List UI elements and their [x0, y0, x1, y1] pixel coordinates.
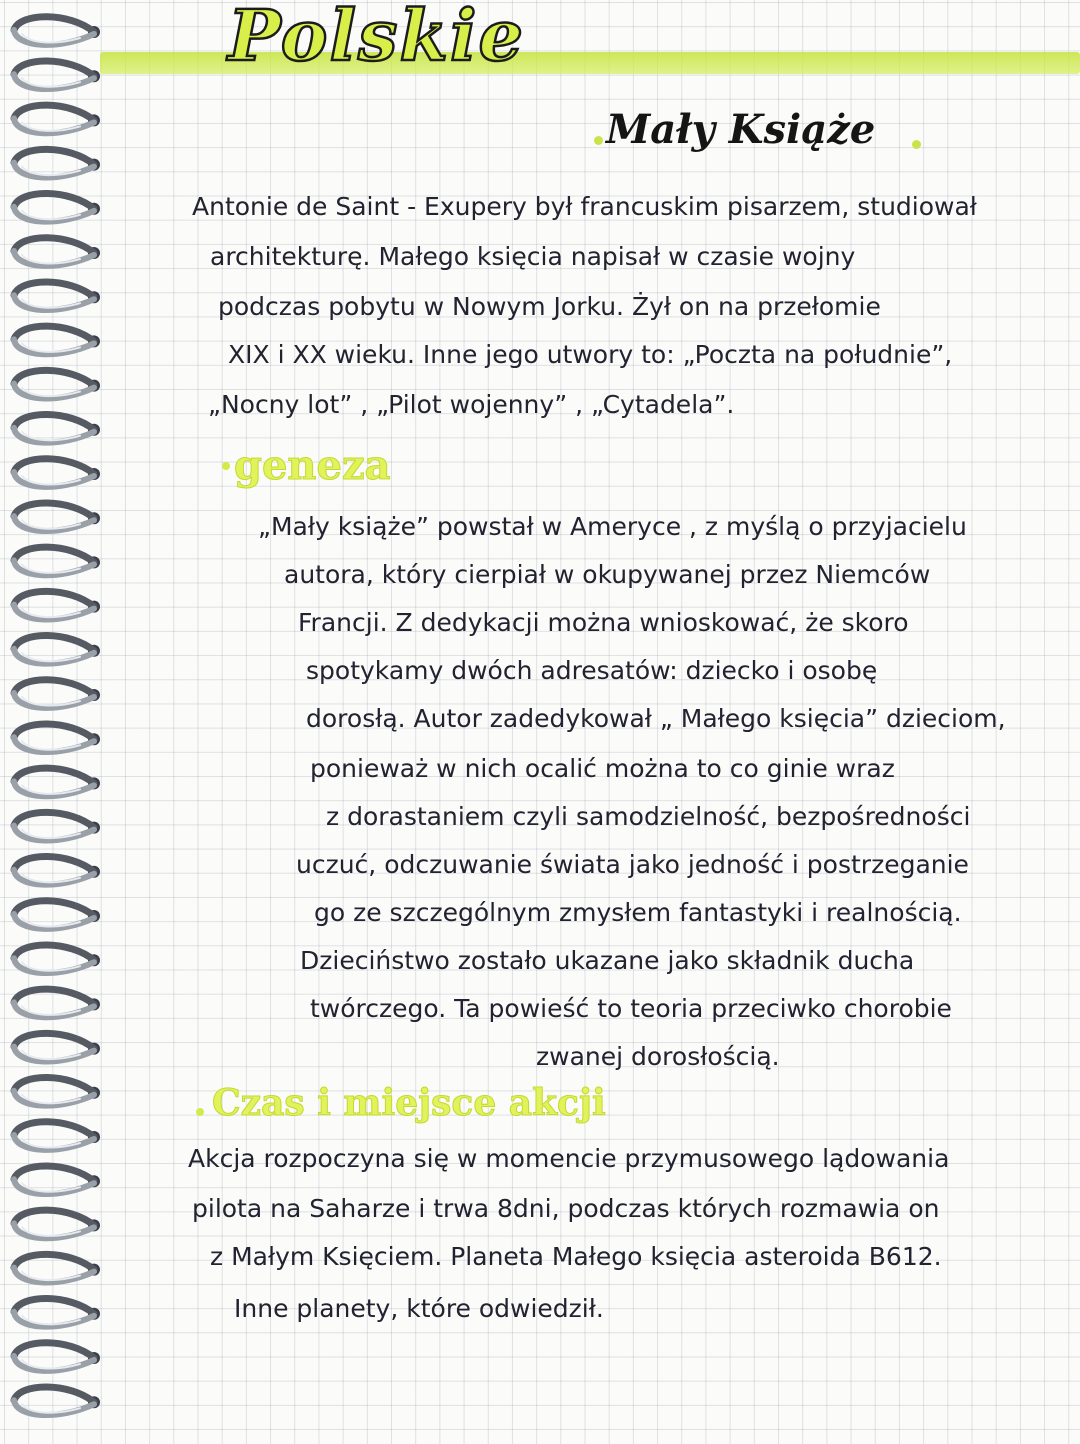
spiral-coil — [14, 636, 100, 664]
spiral-coil — [14, 415, 100, 443]
spiral-binding — [0, 0, 110, 1444]
spiral-coil — [14, 591, 100, 619]
section-bullet — [196, 1108, 204, 1116]
geneza-line: dorosłą. Autor zadedykował „ Małego księcia” dzieciom, — [306, 704, 1006, 733]
czas-line: Inne planety, które odwiedził. — [234, 1294, 604, 1323]
spiral-coil — [14, 238, 100, 266]
geneza-line: z dorastaniem czyli samodzielność, bezpośredności — [326, 802, 971, 831]
page-subtitle: Mały Książe — [606, 106, 876, 153]
spiral-coil — [14, 812, 100, 840]
spiral-coil — [14, 194, 100, 222]
geneza-line: zwanej dorosłością. — [536, 1042, 780, 1071]
spiral-coil — [14, 17, 100, 45]
spiral-coil — [14, 724, 100, 752]
spiral-coil — [14, 857, 100, 885]
spiral-coil — [14, 326, 100, 354]
page-title: Polskie — [228, 0, 526, 77]
spiral-coil — [14, 989, 100, 1017]
spiral-coil — [14, 149, 100, 177]
czas-line: pilota na Saharze i trwa 8dni, podczas których rozmawia on — [192, 1194, 940, 1223]
geneza-line: ponieważ w nich ocalić można to co ginie wraz — [310, 754, 895, 783]
geneza-line: twórczego. Ta powieść to teoria przeciwko chorobie — [310, 994, 952, 1023]
subtitle-dot-right — [912, 140, 921, 149]
spiral-coil — [14, 503, 100, 531]
intro-line: „Nocny lot” , „Pilot wojenny” , „Cytadela”. — [208, 390, 735, 419]
spiral-coil — [14, 1210, 100, 1238]
geneza-line: spotykamy dwóch adresatów: dziecko i osobę — [306, 656, 878, 685]
spiral-coil — [14, 1299, 100, 1327]
geneza-line: uczuć, odczuwanie świata jako jedność i postrzeganie — [296, 850, 969, 879]
czas-line: z Małym Księciem. Planeta Małego księcia asteroida B612. — [210, 1242, 942, 1271]
intro-line: XIX i XX wieku. Inne jego utwory to: „Poczta na południe”, — [228, 340, 953, 369]
intro-line: podczas pobytu w Nowym Jorku. Żył on na przełomie — [218, 292, 881, 321]
spiral-coil — [14, 105, 100, 133]
section-heading-geneza: geneza — [234, 442, 391, 489]
spiral-coil — [14, 768, 100, 796]
spiral-coil — [14, 61, 100, 89]
geneza-line: Francji. Z dedykacji można wnioskować, że skoro — [298, 608, 909, 637]
geneza-line: „Mały książe” powstał w Ameryce , z myślą o przyjacielu — [258, 512, 967, 541]
spiral-coil — [14, 282, 100, 310]
geneza-line: go ze szczególnym zmysłem fantastyki i realnością. — [314, 898, 962, 927]
spiral-coil — [14, 547, 100, 575]
spiral-coil — [14, 901, 100, 929]
spiral-coil — [14, 459, 100, 487]
spiral-coil — [14, 1033, 100, 1061]
geneza-line: autora, który cierpiał w okupywanej przez Niemców — [284, 560, 931, 589]
spiral-coil — [14, 680, 100, 708]
spiral-coil — [14, 1122, 100, 1150]
spiral-coil — [14, 1387, 100, 1415]
intro-line: Antonie de Saint - Exupery był francuskim pisarzem, studiował — [192, 192, 977, 221]
section-heading-czas: Czas i miejsce akcji — [212, 1082, 606, 1124]
spiral-coil — [14, 1078, 100, 1106]
spiral-coil — [14, 1343, 100, 1371]
geneza-line: Dzieciństwo zostało ukazane jako składnik ducha — [300, 946, 915, 975]
czas-line: Akcja rozpoczyna się w momencie przymusowego lądowania — [188, 1144, 950, 1173]
subtitle-dot-left — [594, 136, 603, 145]
intro-line: architekturę. Małego księcia napisał w czasie wojny — [210, 242, 856, 271]
section-bullet — [222, 462, 230, 470]
spiral-coil — [14, 945, 100, 973]
spiral-coil — [14, 1166, 100, 1194]
spiral-coil — [14, 1254, 100, 1282]
spiral-coil — [14, 370, 100, 398]
